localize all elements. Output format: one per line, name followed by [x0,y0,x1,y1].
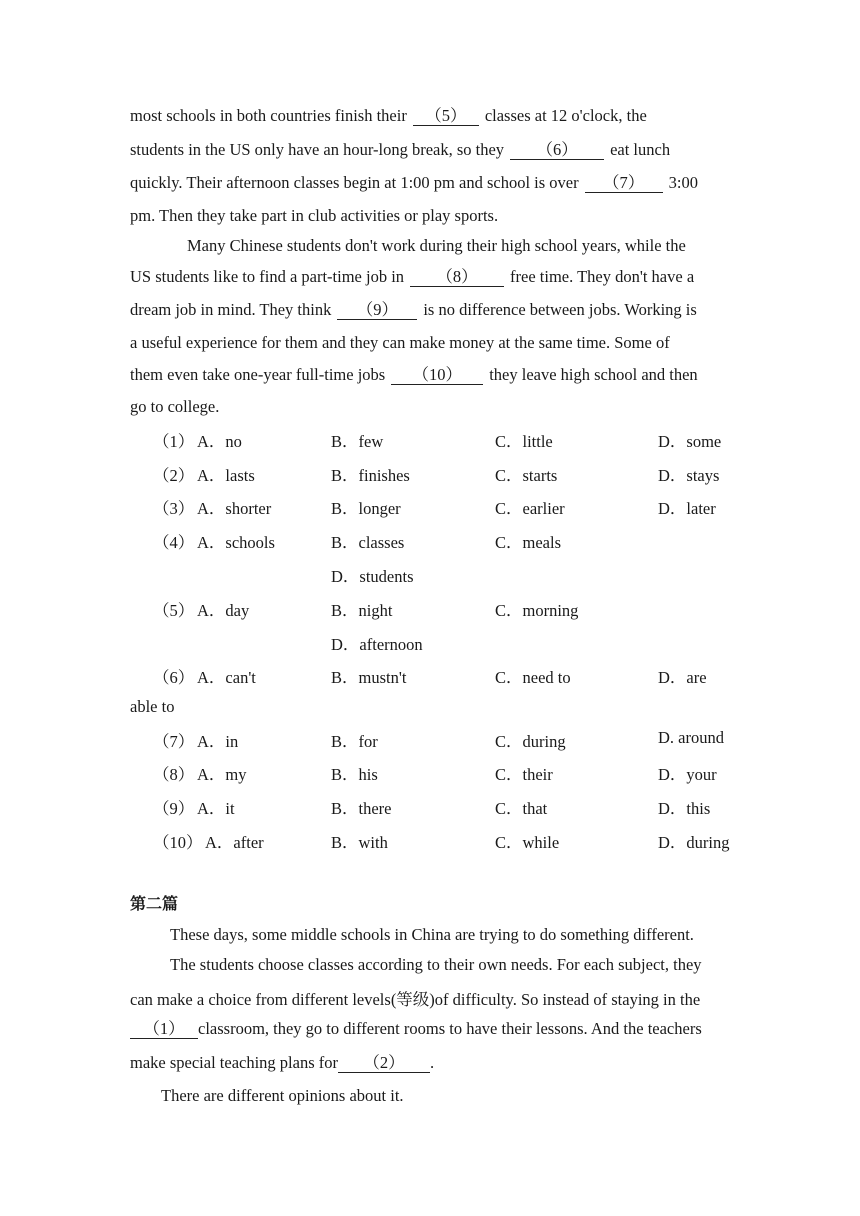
passage-line: US students like to find a part-time job in （8） free time. They don't have a [130,267,695,286]
option-d-continuation: able to [130,697,175,716]
option-b: B．night [331,601,393,620]
passage-line: them even take one-year full-time jobs （10） they leave high school and then [130,365,698,384]
passage-line: can make a choice from different levels(等级)of difficulty. So instead of staying in the [130,990,701,1009]
option-b: B．with [331,833,388,852]
passage-line: （1） classroom, they go to different rooms to have their lessons. And the teachers [130,1019,702,1039]
question-number: （9） [153,799,195,818]
option-b: B．few [331,432,384,451]
option-c: C．earlier [495,499,565,518]
option-c: C．while [495,833,560,852]
option-a: A．after [205,833,264,852]
section-heading: 第二篇 [130,894,179,913]
option-c: C．need to [495,668,571,687]
option-d: D. around [658,728,724,747]
option-b: B．his [331,765,378,784]
option-d: D．stays [658,466,720,485]
passage-line: The students choose classes according to their own needs. For each subject, they [170,955,702,974]
option-c: C．meals [495,533,561,552]
passage-line: dream job in mind. They think （9） is no difference between jobs. Working is [130,300,697,319]
question-number: （8） [153,765,195,784]
passage-line: quickly. Their afternoon classes begin at 1:00 pm and school is over （7） 3:00 [130,173,698,192]
question-number: （7） [153,732,195,751]
passage-line: These days, some middle schools in China are trying to do something different. [170,925,694,944]
passage-line: a useful experience for them and they can make money at the same time. Some of [130,333,670,352]
question-number: （5） [153,601,195,620]
option-b: B．there [331,799,392,818]
option-a: A．day [197,601,250,620]
option-d: D．your [658,765,717,784]
option-d: D．afternoon [331,635,423,654]
option-c: C．morning [495,601,579,620]
option-a: A．no [197,432,242,451]
option-d: D．students [331,567,414,586]
blank-1: （1） [130,1020,198,1039]
question-number: （10） [153,833,203,852]
option-c: C．starts [495,466,558,485]
question-number: （1） [153,432,195,451]
blank-9: （9） [337,301,417,320]
blank-7: （7） [585,174,663,193]
option-b: B．for [331,732,378,751]
option-a: A．schools [197,533,275,552]
blank-5: （5） [413,107,479,126]
blank-6: （6） [510,141,604,160]
option-b: B．mustn't [331,668,407,687]
option-b: B．longer [331,499,401,518]
option-c: C．that [495,799,548,818]
question-number: （2） [153,466,195,485]
option-c: C．little [495,432,553,451]
blank-8: （8） [410,268,504,287]
option-a: A．in [197,732,239,751]
option-b: B．finishes [331,466,410,485]
option-d: D．some [658,432,722,451]
option-d: D．later [658,499,716,518]
option-a: A．it [197,799,235,818]
passage-line: There are different opinions about it. [161,1086,404,1105]
question-number: （4） [153,533,195,552]
option-a: A．lasts [197,466,255,485]
option-a: A．can't [197,668,256,687]
option-a: A．shorter [197,499,272,518]
passage-line: most schools in both countries finish their （5） classes at 12 o'clock, the [130,106,647,125]
question-number: （6） [153,668,195,687]
option-d: D．are [658,668,707,687]
option-c: C．their [495,765,553,784]
option-a: A．my [197,765,247,784]
option-d: D．this [658,799,711,818]
question-number: （3） [153,499,195,518]
passage-line: go to college. [130,397,220,416]
passage-line: make special teaching plans for （2） . [130,1053,435,1072]
blank-10: （10） [391,366,483,385]
passage-line: Many Chinese students don't work during their high school years, while the [187,236,686,255]
blank-2: （2） [338,1054,430,1073]
passage-line: pm. Then they take part in club activities or play sports. [130,206,499,225]
passage-line: students in the US only have an hour-long break, so they （6） eat lunch [130,140,671,159]
option-c: C．during [495,732,566,751]
option-d: D．during [658,833,730,852]
option-b: B．classes [331,533,405,552]
